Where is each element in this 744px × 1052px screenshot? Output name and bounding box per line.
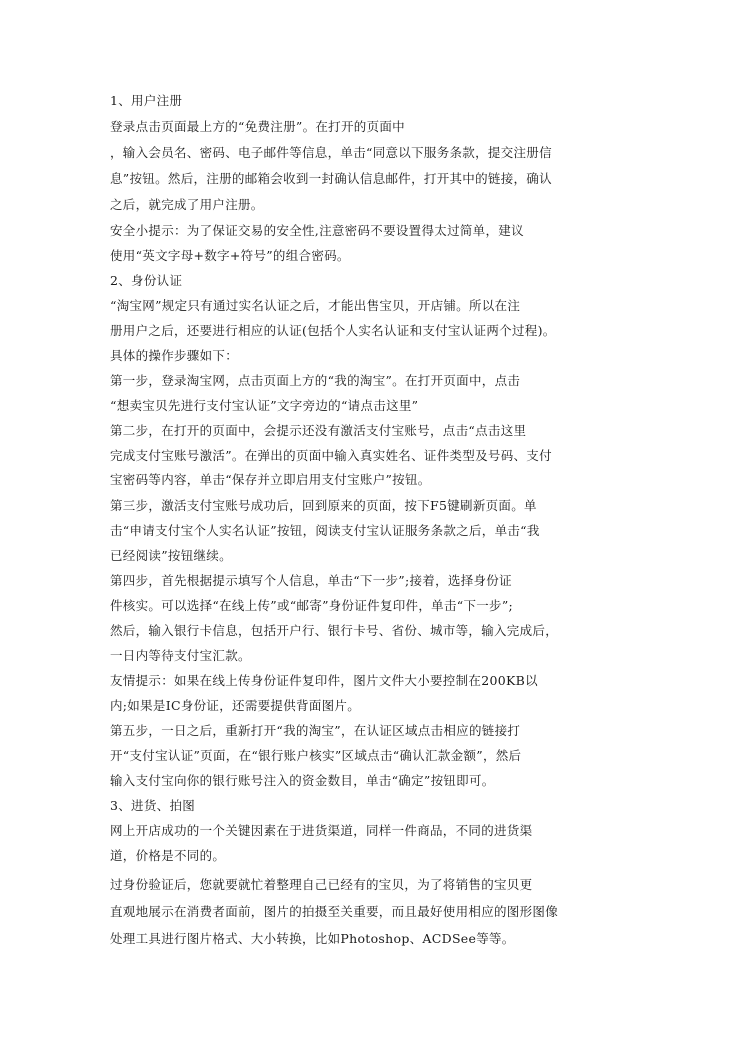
text-line: 开“支付宝认证”页面，在“银行账户核实”区域点击“确认汇款金额”，然后 (110, 748, 522, 763)
text-line: 登录点击页面最上方的“免费注册”。在打开的页面中 (110, 119, 405, 134)
text-line: 道，价格是不同的。 (110, 848, 226, 863)
section-heading: 3、进货、拍图 (110, 798, 196, 813)
text-line: 第四步，首先根据提示填写个人信息，单击“下一步”;接着，选择身份证 (110, 573, 512, 588)
text-line: 过身份验证后，您就要就忙着整理自己已经有的宝贝，为了将销售的宝贝更 (110, 877, 533, 892)
text-line: 输入支付宝向你的银行账号注入的资金数目，单击“确定”按钮即可。 (110, 773, 495, 788)
text-line: 第二步，在打开的页面中，会提示还没有激活支付宝账号，点击“点击这里 (110, 423, 527, 438)
text-line: 第三步，激活支付宝账号成功后，回到原来的页面，按下F5键刷新页面。单 (110, 498, 537, 513)
text-line: 第五步，一日之后，重新打开“我的淘宝”，在认证区域点击相应的链接打 (110, 723, 521, 738)
section-heading: 2、身份认证 (110, 273, 183, 288)
text-line: 网上开店成功的一个关键因素在于进货渠道，同样一件商品，不同的进货渠 (110, 823, 533, 838)
text-line: 宝密码等内容，单击“保存并立即启用支付宝账户”按钮。 (110, 472, 431, 487)
section-heading: 1、用户注册 (110, 93, 183, 108)
text-line: 具体的操作步骤如下： (110, 348, 239, 363)
text-line: ，输入会员名、密码、电子邮件等信息，单击“同意以下服务条款，提交注册信 (110, 145, 552, 160)
text-line: 已经阅读”按钮继续。 (110, 548, 232, 563)
text-line: “淘宝网”规定只有通过实名认证之后，才能出售宝贝，开店铺。所以在注 (110, 298, 521, 313)
text-line: 直观地展示在消费者面前，图片的拍摄至关重要，而且最好使用相应的图形图像 (110, 904, 559, 919)
text-line: 使用“英文字母+数字+符号”的组合密码。 (110, 248, 350, 263)
text-line: 息”按钮。然后，注册的邮箱会收到一封确认信息邮件，打开其中的链接，确认 (110, 171, 552, 186)
text-line: 册用户之后，还要进行相应的认证(包括个人实名认证和支付宝认证两个过程)。 (110, 323, 556, 338)
text-line: “想卖宝贝先进行支付宝认证”文字旁边的“请点击这里” (110, 398, 419, 413)
text-line: 内;如果是IC身份证，还需要提供背面图片。 (110, 698, 361, 713)
text-line: 第一步，登录淘宝网，点击页面上方的“我的淘宝”。在打开页面中，点击 (110, 373, 521, 388)
text-line: 击“申请支付宝个人实名认证”按钮，阅读支付宝认证服务条款之后，单击“我 (110, 523, 540, 538)
text-line: 之后，就完成了用户注册。 (110, 197, 264, 212)
text-line: 完成支付宝账号激活”。在弹出的页面中输入真实姓名、证件类型及号码、支付 (110, 448, 552, 463)
text-line: 件核实。可以选择“在线上传”或“邮寄”身份证件复印件，单击“下一步”; (110, 598, 514, 613)
text-line: 友情提示：如果在线上传身份证件复印件，图片文件大小要控制在200KB以 (110, 673, 538, 688)
text-line: 一日内等待支付宝汇款。 (110, 648, 251, 663)
text-line: 安全小提示：为了保证交易的安全性,注意密码不要设置得太过简单，建议 (110, 223, 524, 238)
text-line: 然后，输入银行卡信息，包括开户行、银行卡号、省份、城市等，输入完成后， (110, 623, 559, 638)
text-line: 处理工具进行图片格式、大小转换，比如Photoshop、ACDSee等等。 (110, 931, 515, 946)
